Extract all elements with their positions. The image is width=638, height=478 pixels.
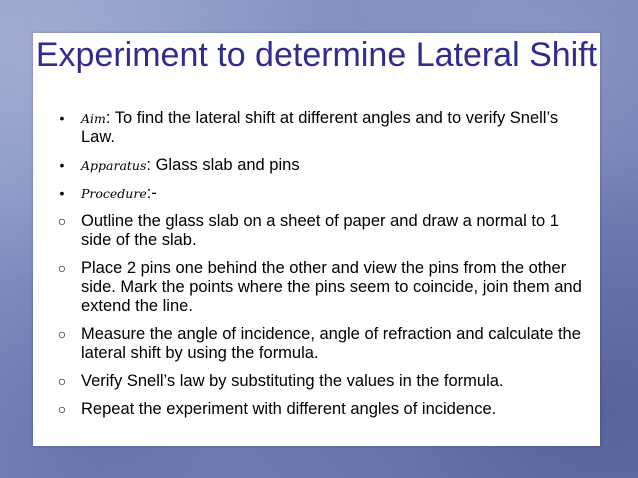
procedure-step-text: Measure the angle of incidence, angle of refraction and calculate the lateral shift by using the formula. — [81, 325, 581, 362]
procedure-step-text: Repeat the experiment with different angles of incidence. — [81, 400, 497, 418]
procedure-separator: :- — [146, 184, 157, 202]
procedure-step — [33, 372, 600, 391]
apparatus-text: Glass slab and pins — [151, 156, 300, 174]
procedure-step-text: Outline the glass slab on a sheet of paper and draw a normal to 1 side of the slab. — [81, 212, 559, 249]
procedure-label: Procedure — [81, 186, 147, 201]
aim-separator: : — [105, 109, 111, 127]
slide — [33, 33, 600, 446]
procedure-step-text: Place 2 pins one behind the other and view the pins from the other side. Mark the points where the pins seem to coincide, join them and extend the line. — [81, 259, 582, 315]
apparatus-label: Apparatus — [81, 158, 147, 173]
bullet-icon: • — [59, 185, 65, 201]
slide-content — [33, 109, 600, 428]
circle-bullet-icon: ○ — [57, 326, 67, 342]
aim-label: Aim — [81, 111, 106, 126]
bullet-icon: • — [59, 110, 65, 126]
circle-bullet-icon: ○ — [57, 260, 67, 276]
slide-title: Experiment to determine Lateral Shift — [35, 36, 598, 74]
circle-bullet-icon: ○ — [57, 401, 67, 417]
procedure-step — [33, 212, 600, 250]
procedure-item — [33, 184, 600, 203]
circle-bullet-icon: ○ — [57, 373, 67, 389]
apparatus-separator: : — [146, 156, 151, 174]
bullet-icon: • — [59, 157, 65, 173]
procedure-step — [33, 325, 600, 363]
procedure-step-text: Verify Snell’s law by substituting the values in the formula. — [81, 372, 504, 390]
aim-item — [33, 109, 600, 147]
aim-text: To find the lateral shift at different angles and to verify Snell’s Law. — [81, 109, 559, 146]
procedure-step — [33, 400, 600, 419]
procedure-step — [33, 259, 600, 316]
apparatus-item — [33, 156, 600, 175]
circle-bullet-icon: ○ — [57, 213, 67, 229]
